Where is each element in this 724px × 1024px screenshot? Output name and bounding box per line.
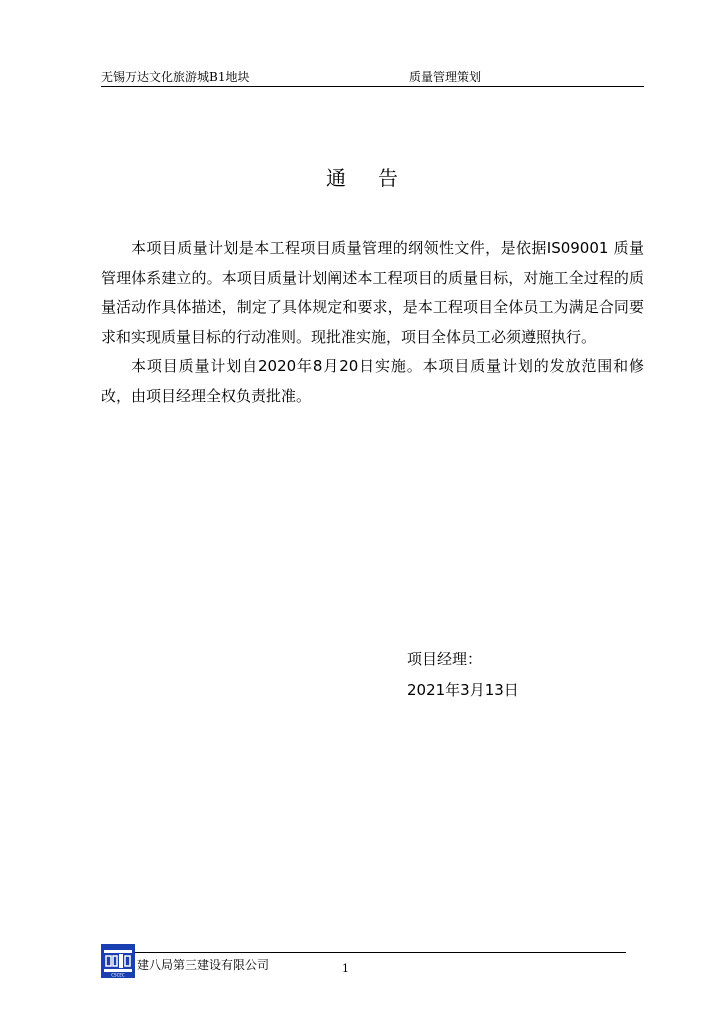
signature-date: 2021年3月13日	[407, 681, 519, 699]
company-name: 建八局第三建设有限公司	[137, 958, 270, 972]
company-logo-icon	[101, 944, 135, 978]
notice-body	[101, 234, 644, 411]
notice-title: 通告	[326, 166, 430, 190]
notice-paragraph-2: 本项目质量计划自2020年8月20日实施。本项目质量计划的发放范围和修改，由项目经理全权负责批准。	[101, 357, 644, 405]
notice-paragraph-1: 本项目质量计划是本工程项目质量管理的纲领性文件，是依据IS09001 质量管理体系建立的。本项目质量计划阐述本工程项目的质量目标，对施工全过程的质量活动作具体描述，制定了具体规定和要求，是本工程项目全体员工为满足合同要求和实现质量目标的行动准则。现批准实施，项目全体员工必须遵照执行。	[101, 239, 644, 346]
signature-block	[407, 644, 519, 706]
page-number: 1	[342, 962, 349, 975]
page-footer	[101, 944, 641, 980]
page-header	[101, 68, 644, 87]
header-project-name: 无锡万达文化旅游城B1地块	[101, 70, 250, 84]
logo-lettering: CSCEC	[111, 972, 125, 978]
footer-divider	[134, 952, 626, 953]
header-document-type: 质量管理策划	[409, 70, 482, 84]
signature-role: 项目经理：	[407, 650, 483, 668]
